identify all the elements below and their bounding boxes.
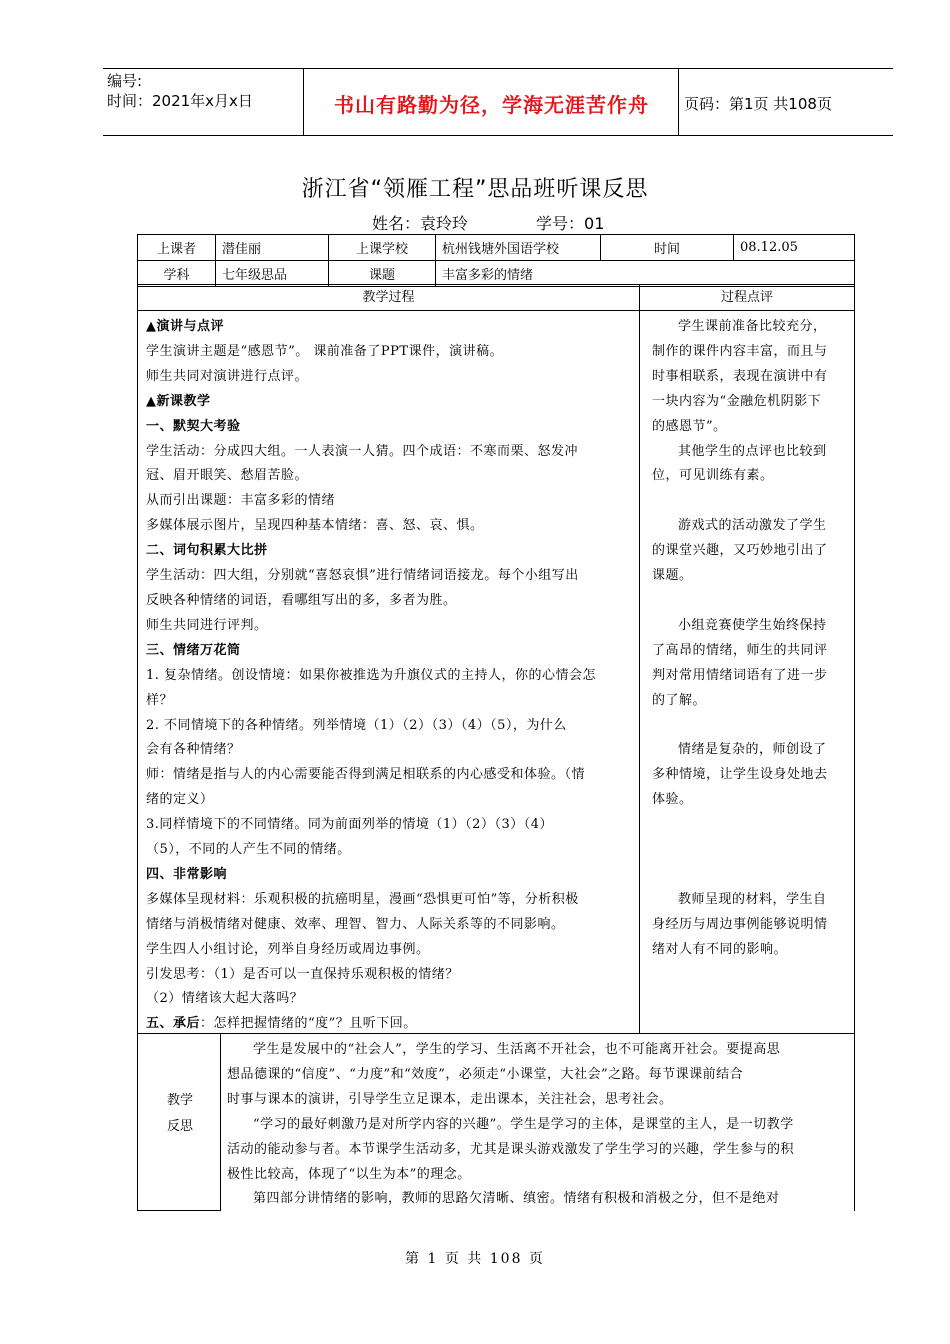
process-line: 绪的定义） <box>146 792 214 808</box>
comment-line: 学生课前准备比较充分， <box>678 319 827 334</box>
process-line: 多媒体展示图片，呈现四种基本情绪：喜、怒、哀、惧。 <box>146 518 484 534</box>
reflection-line: 时事与课本的演讲，引导学生立足课本，走出课本，关注社会，思考社会。 <box>227 1091 673 1107</box>
comment-line: 多种情境，让学生设身处地去 <box>652 767 828 783</box>
process-line: 样？ <box>146 692 174 708</box>
document-header <box>103 68 893 136</box>
reflection-label <box>138 1088 222 1140</box>
reflection-lines <box>227 1038 846 1212</box>
reflection-content <box>220 1033 855 1211</box>
number-label: 编号: <box>107 72 143 90</box>
process-last-bold: 五、承后 <box>146 1016 201 1032</box>
header-meta <box>107 71 253 111</box>
student-number: 学号：01 <box>536 214 605 233</box>
process-line: 学生活动：四大组，分别就“喜怒哀惧”进行情绪词语接龙。每个小组写出 <box>146 568 579 584</box>
reflection-line: 想品德课的“信度”、“力度”和“效度”，必须走“小课堂，大社会”之路。每节课课前结合 <box>227 1066 744 1082</box>
comment-line: 教师呈现的材料，学生自 <box>678 891 827 907</box>
comment-line: 小组竞赛使学生始终保持 <box>678 617 827 633</box>
comment-line <box>652 589 844 614</box>
process-column <box>137 310 640 1034</box>
comment-line <box>652 863 844 888</box>
page-title: 浙江省“领雁工程”思品班听课反思 <box>301 177 649 202</box>
school-value: 杭州钱塘外国语学校 <box>436 235 601 261</box>
reflection-line: 活动的能动参与者。本节课学生活动多，尤其是课头游戏激发了学生学习的兴趣，学生参与的积 <box>227 1141 795 1157</box>
comment-line: 绪对人有不同的影响。 <box>652 941 788 957</box>
comment-line <box>652 813 844 838</box>
process-line: 二、词句积累大比拼 <box>146 543 268 559</box>
process-lines <box>146 315 631 1012</box>
process-line: 四、非常影响 <box>146 866 228 882</box>
process-line: （2）情绪该大起大落吗？ <box>146 991 304 1007</box>
topic-value: 丰富多彩的情绪 <box>436 261 855 287</box>
process-line: 情绪与消极情绪对健康、效率、理智、智力、人际关系等的不同影响。 <box>146 916 565 932</box>
header-divider <box>678 69 679 135</box>
comment-line: 课题。 <box>652 568 693 584</box>
time-label-cell: 时间 <box>601 235 734 261</box>
comment-line <box>652 838 844 863</box>
comment-line: 情绪是复杂的，师创设了 <box>678 742 827 758</box>
reflection-line: 第四部分讲情绪的影响，教师的思路欠清晰、缜密。情绪有积极和消极之分，但不是绝对 <box>253 1191 780 1207</box>
process-last-rest: ：怎样把握情绪的“度”？且听下回。 <box>200 1016 417 1032</box>
process-line: 学生演讲主题是“感恩节”。 课前准备了PPT课件，演讲稿。 <box>146 343 504 359</box>
process-line: ▲演讲与点评 <box>146 319 224 334</box>
process-line: 学生活动：分成四大组。一人表演一人猜。四个成语：不寒而栗、怒发冲 <box>146 443 579 459</box>
process-line: 学生四人小组讨论，列举自身经历或周边事例。 <box>146 941 430 957</box>
comment-line: 的课堂兴趣，又巧妙地引出了 <box>652 543 828 559</box>
reflection-line: 极性比较高，体现了“以生为本”的理念。 <box>227 1166 471 1182</box>
comment-line: 制作的课件内容丰富，而且与 <box>652 343 828 359</box>
comment-line: 游戏式的活动激发了学生 <box>678 518 827 534</box>
process-line: 多媒体呈现材料：乐观积极的抗癌明星，漫画“恐惧更可怕”等，分析积极 <box>146 891 579 907</box>
process-line: 2. 不同情境下的各种情绪。列举情境（1）（2）（3）（4）（5），为什么 <box>146 717 567 733</box>
header-page-code: 页码：第1页 共108页 <box>684 95 832 113</box>
process-line: 冠、眉开眼笑、愁眉苦脸。 <box>146 468 309 484</box>
comment-line: 体验。 <box>652 792 693 808</box>
comment-line: 的感恩节”。 <box>652 418 727 434</box>
reflection-line: “学习的最好刺激乃是对所学内容的兴趣”。学生是学习的主体，是课堂的主人，是一切教学 <box>253 1116 794 1132</box>
comment-column <box>639 310 855 1034</box>
process-line: 三、情绪万花筒 <box>146 642 241 658</box>
process-header: 教学过程 <box>137 284 640 311</box>
process-line: ▲新课教学 <box>146 393 211 409</box>
comment-line: 的了解。 <box>652 692 707 708</box>
process-line: 从而引出课题：丰富多彩的情绪 <box>146 493 336 509</box>
reflection-line: 学生是发展中的“社会人”，学生的学习、生活离不开社会，也不可能离开社会。要提高思 <box>253 1042 781 1057</box>
comment-line: 了高昂的情绪，师生的共同评 <box>652 642 828 658</box>
time-value: 08.12.05 <box>734 235 855 261</box>
comment-line <box>652 714 844 739</box>
reflection-label-line: 反思 <box>166 1119 193 1134</box>
comment-lines <box>652 315 844 963</box>
comment-line: 位，可见训练有素。 <box>652 468 774 484</box>
time-label: 时间：2021年x月x日 <box>107 92 253 110</box>
header-motto: 书山有路勤为径，学海无涯苦作舟 <box>334 93 649 117</box>
comment-line: 其他学生的点评也比较到 <box>678 443 827 459</box>
comment-line <box>652 489 844 514</box>
process-line: 师生共同对演讲进行点评。 <box>146 368 309 384</box>
lesson-info-table <box>137 234 855 287</box>
student-name: 姓名：袁玲玲 <box>372 214 469 233</box>
comment-header: 过程点评 <box>639 284 855 311</box>
page-footer: 第 1 页 共 108 页 <box>405 1251 545 1267</box>
header-divider <box>303 69 304 135</box>
lesson-body <box>137 284 855 1034</box>
reflection-label-line: 教学 <box>166 1093 193 1108</box>
process-line: （5），不同的人产生不同的情绪。 <box>146 842 351 858</box>
process-line: 3.同样情境下的不同情绪。同为前面列举的情境（1）（2）（3）（4） <box>146 817 553 833</box>
process-line: 师：情绪是指与人的内心需要能否得到满足相联系的内心感受和体验。（情 <box>146 767 586 783</box>
comment-line: 一块内容为“金融危机阴影下 <box>652 393 822 409</box>
subject-label: 学科 <box>138 261 216 287</box>
comment-line: 时事相联系，表现在演讲中有 <box>652 368 828 384</box>
subject-value: 七年级思品 <box>216 261 329 287</box>
topic-label: 课题 <box>329 261 436 287</box>
process-line: 反映各种情绪的词语，看哪组写出的多，多者为胜。 <box>146 592 457 608</box>
process-line: 会有各种情绪？ <box>146 742 241 758</box>
process-line: 一、默契大考验 <box>146 418 241 434</box>
comment-line: 判对常用情绪词语有了进一步 <box>652 667 828 683</box>
name-line <box>372 211 604 234</box>
comment-line: 身经历与周边事例能够说明情 <box>652 916 828 932</box>
teacher-label: 上课者 <box>138 235 216 261</box>
process-line: 引发思考：（1）是否可以一直保持乐观积极的情绪？ <box>146 966 459 982</box>
process-line: 1. 复杂情绪。创设情境：如果你被推选为升旗仪式的主持人，你的心情会怎 <box>146 667 597 683</box>
reflection-label-cell <box>137 1033 221 1211</box>
reflection-section <box>137 1033 855 1211</box>
process-line: 师生共同进行评判。 <box>146 617 268 633</box>
teacher-value: 潜佳丽 <box>216 235 329 261</box>
school-label: 上课学校 <box>329 235 436 261</box>
